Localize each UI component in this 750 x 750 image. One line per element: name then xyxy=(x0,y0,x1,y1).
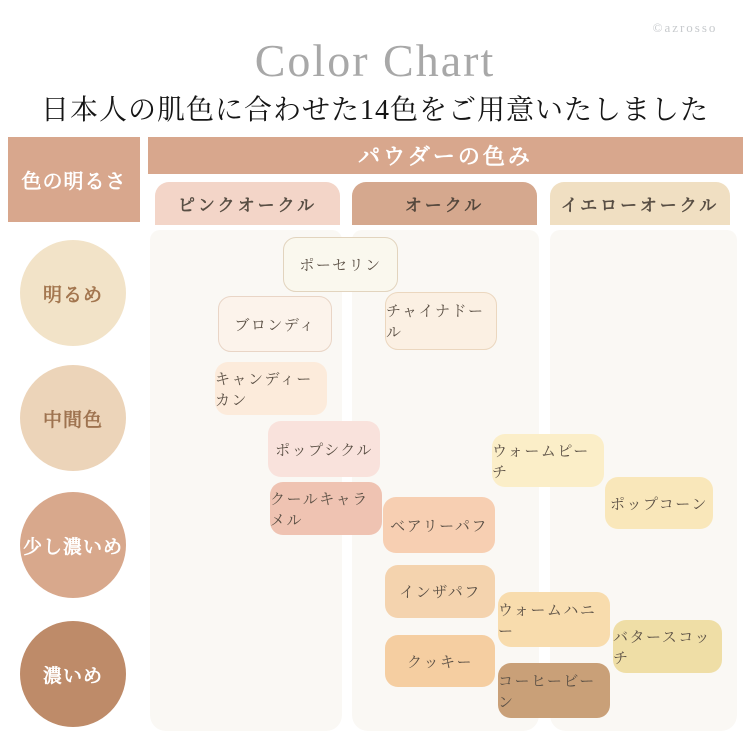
color-swatch-8: ベアリーパフ xyxy=(383,497,495,553)
color-swatch-7: クールキャラメル xyxy=(270,482,382,535)
tone-axis-header: パウダーの色み xyxy=(148,137,743,174)
color-swatch-3: キャンディーカン xyxy=(215,362,327,415)
color-swatch-9: インザパフ xyxy=(385,565,495,618)
brightness-level-1: 中間色 xyxy=(20,365,126,471)
brightness-axis-header: 色の明るさ xyxy=(8,137,140,222)
brightness-level-2: 少し濃いめ xyxy=(20,492,126,598)
brightness-level-3: 濃いめ xyxy=(20,621,126,727)
color-swatch-1: ブロンディ xyxy=(218,296,332,352)
color-swatch-6: ポップコーン xyxy=(605,477,713,529)
watermark: ©azrosso xyxy=(652,20,718,35)
color-swatch-12: クッキー xyxy=(385,635,495,687)
tone-tab-1: オークル xyxy=(352,182,537,225)
page-title: Color Chart xyxy=(254,35,496,86)
tone-tab-2: イエローオークル xyxy=(550,182,730,225)
subtitle: 日本人の肌色に合わせた14色をご用意いたしました xyxy=(40,95,709,126)
color-swatch-4: ポップシクル xyxy=(268,421,380,477)
tone-tab-0: ピンクオークル xyxy=(155,182,340,225)
color-swatch-10: ウォームハニー xyxy=(498,592,610,647)
color-swatch-2: チャイナドール xyxy=(385,292,497,350)
color-swatch-13: コーヒービーン xyxy=(498,663,610,718)
brightness-level-0: 明るめ xyxy=(20,240,126,346)
color-swatch-0: ポーセリン xyxy=(283,237,398,292)
color-swatch-11: バタースコッチ xyxy=(613,620,722,673)
color-swatch-5: ウォームピーチ xyxy=(492,434,604,487)
